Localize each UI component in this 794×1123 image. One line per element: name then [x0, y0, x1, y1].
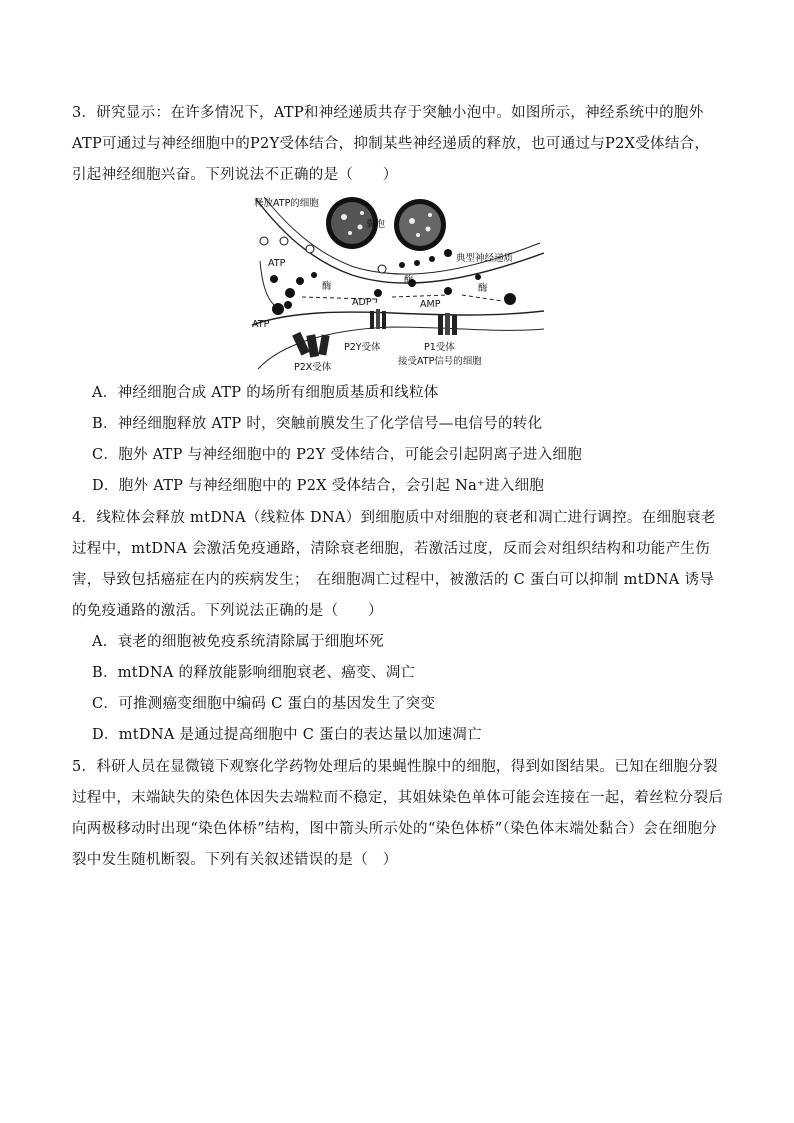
postsynaptic-membrane-outer — [252, 311, 544, 325]
question-4-option-b: B．mtDNA 的释放能影响细胞衰老、癌变、凋亡 — [92, 665, 416, 681]
question-3-option-b: B．神经细胞释放 ATP 时，突触前膜发生了化学信号—电信号的转化 — [92, 416, 543, 432]
question-3-option-c: C．胞外 ATP 与神经细胞中的 P2Y 受体结合，可能会引起阴离子进入细胞 — [92, 447, 583, 463]
question-3-option-a: A．神经细胞合成 ATP 的场所有细胞质基质和线粒体 — [92, 385, 439, 401]
question-5-stem: 5．科研人员在显微镜下观察化学药物处理后的果蝇性腺中的细胞，得到如图结果。已知在细胞分裂过程中，末端缺失的染色体因失去端粒而不稳定，其姐妹染色单体可能会连接在一起，着丝粒分裂后向两极移动时出现“染色体桥”结构，图中箭头所示处的“染色体桥”（染色体末端处黏合）会在细胞分裂中发生随机断裂。下列有关叙述错误的是（ ） — [72, 759, 724, 868]
label-release-cell: 释放ATP的细胞 — [254, 198, 319, 209]
label-p2x: P2X受体 — [294, 362, 332, 371]
question-4-stem: 4．线粒体会释放 mtDNA（线粒体 DNA）到细胞质中对细胞的衰老和凋亡进行调控。在细胞衰老过程中，mtDNA 会激活免疫通路，清除衰老细胞，若激活过度，反而会对组织结构和功能产生伤害，导致包括癌症在内的疾病发生； 在细胞凋亡过程中，被激活的 C 蛋白可以抑制 mtDNA 诱导的免疫通路的激活。下列说法正确的是（ ） — [72, 510, 716, 619]
label-receive-cell: 接受ATP信号的细胞 — [398, 356, 482, 367]
question-4-option-d: D．mtDNA 是通过提高细胞中 C 蛋白的表达量以加速凋亡 — [92, 727, 482, 743]
question-4-option-c: C．可推测癌变细胞中编码 C 蛋白的基因发生了突变 — [92, 696, 436, 712]
label-amp: AMP — [420, 299, 441, 310]
label-vesicle: 囊泡 — [366, 219, 386, 230]
label-atp-left: ATP — [252, 319, 270, 330]
label-p1: P1受体 — [424, 342, 455, 353]
question-3-option-d: D．胞外 ATP 与神经细胞中的 P2X 受体结合，会引起 Na⁺进入细胞 — [92, 478, 545, 494]
p2x-receptor — [292, 332, 330, 358]
label-p2y: P2Y受体 — [344, 342, 381, 353]
adp-to-amp-arrow — [392, 295, 448, 297]
amp-to-adenosine-arrow — [462, 295, 502, 301]
question-4-option-a: A．衰老的细胞被免疫系统清除属于细胞坏死 — [92, 634, 384, 650]
label-enzyme-2: 酶 — [404, 275, 414, 286]
label-enzyme-3: 酶 — [478, 283, 488, 294]
label-enzyme-1: 酶 — [322, 281, 332, 292]
synapse-atp-figure — [252, 193, 544, 371]
label-neurotransmitter: 典型神经递质 — [456, 253, 514, 264]
question-3-stem: 3．研究显示：在许多情况下，ATP和神经递质共存于突触小泡中。如图所示，神经系统中的胞外ATP可通过与神经细胞中的P2Y受体结合，抑制某些神经递质的释放，也可通过与P2X受体结合，引起神经细胞兴奋。下列说法不正确的是（ ） — [72, 105, 710, 183]
p1-receptor — [438, 313, 457, 335]
label-adp: ADP — [352, 297, 372, 308]
synapse-diagram — [252, 193, 544, 371]
p2y-receptor — [370, 309, 386, 329]
label-atp-top: ATP — [268, 258, 286, 269]
